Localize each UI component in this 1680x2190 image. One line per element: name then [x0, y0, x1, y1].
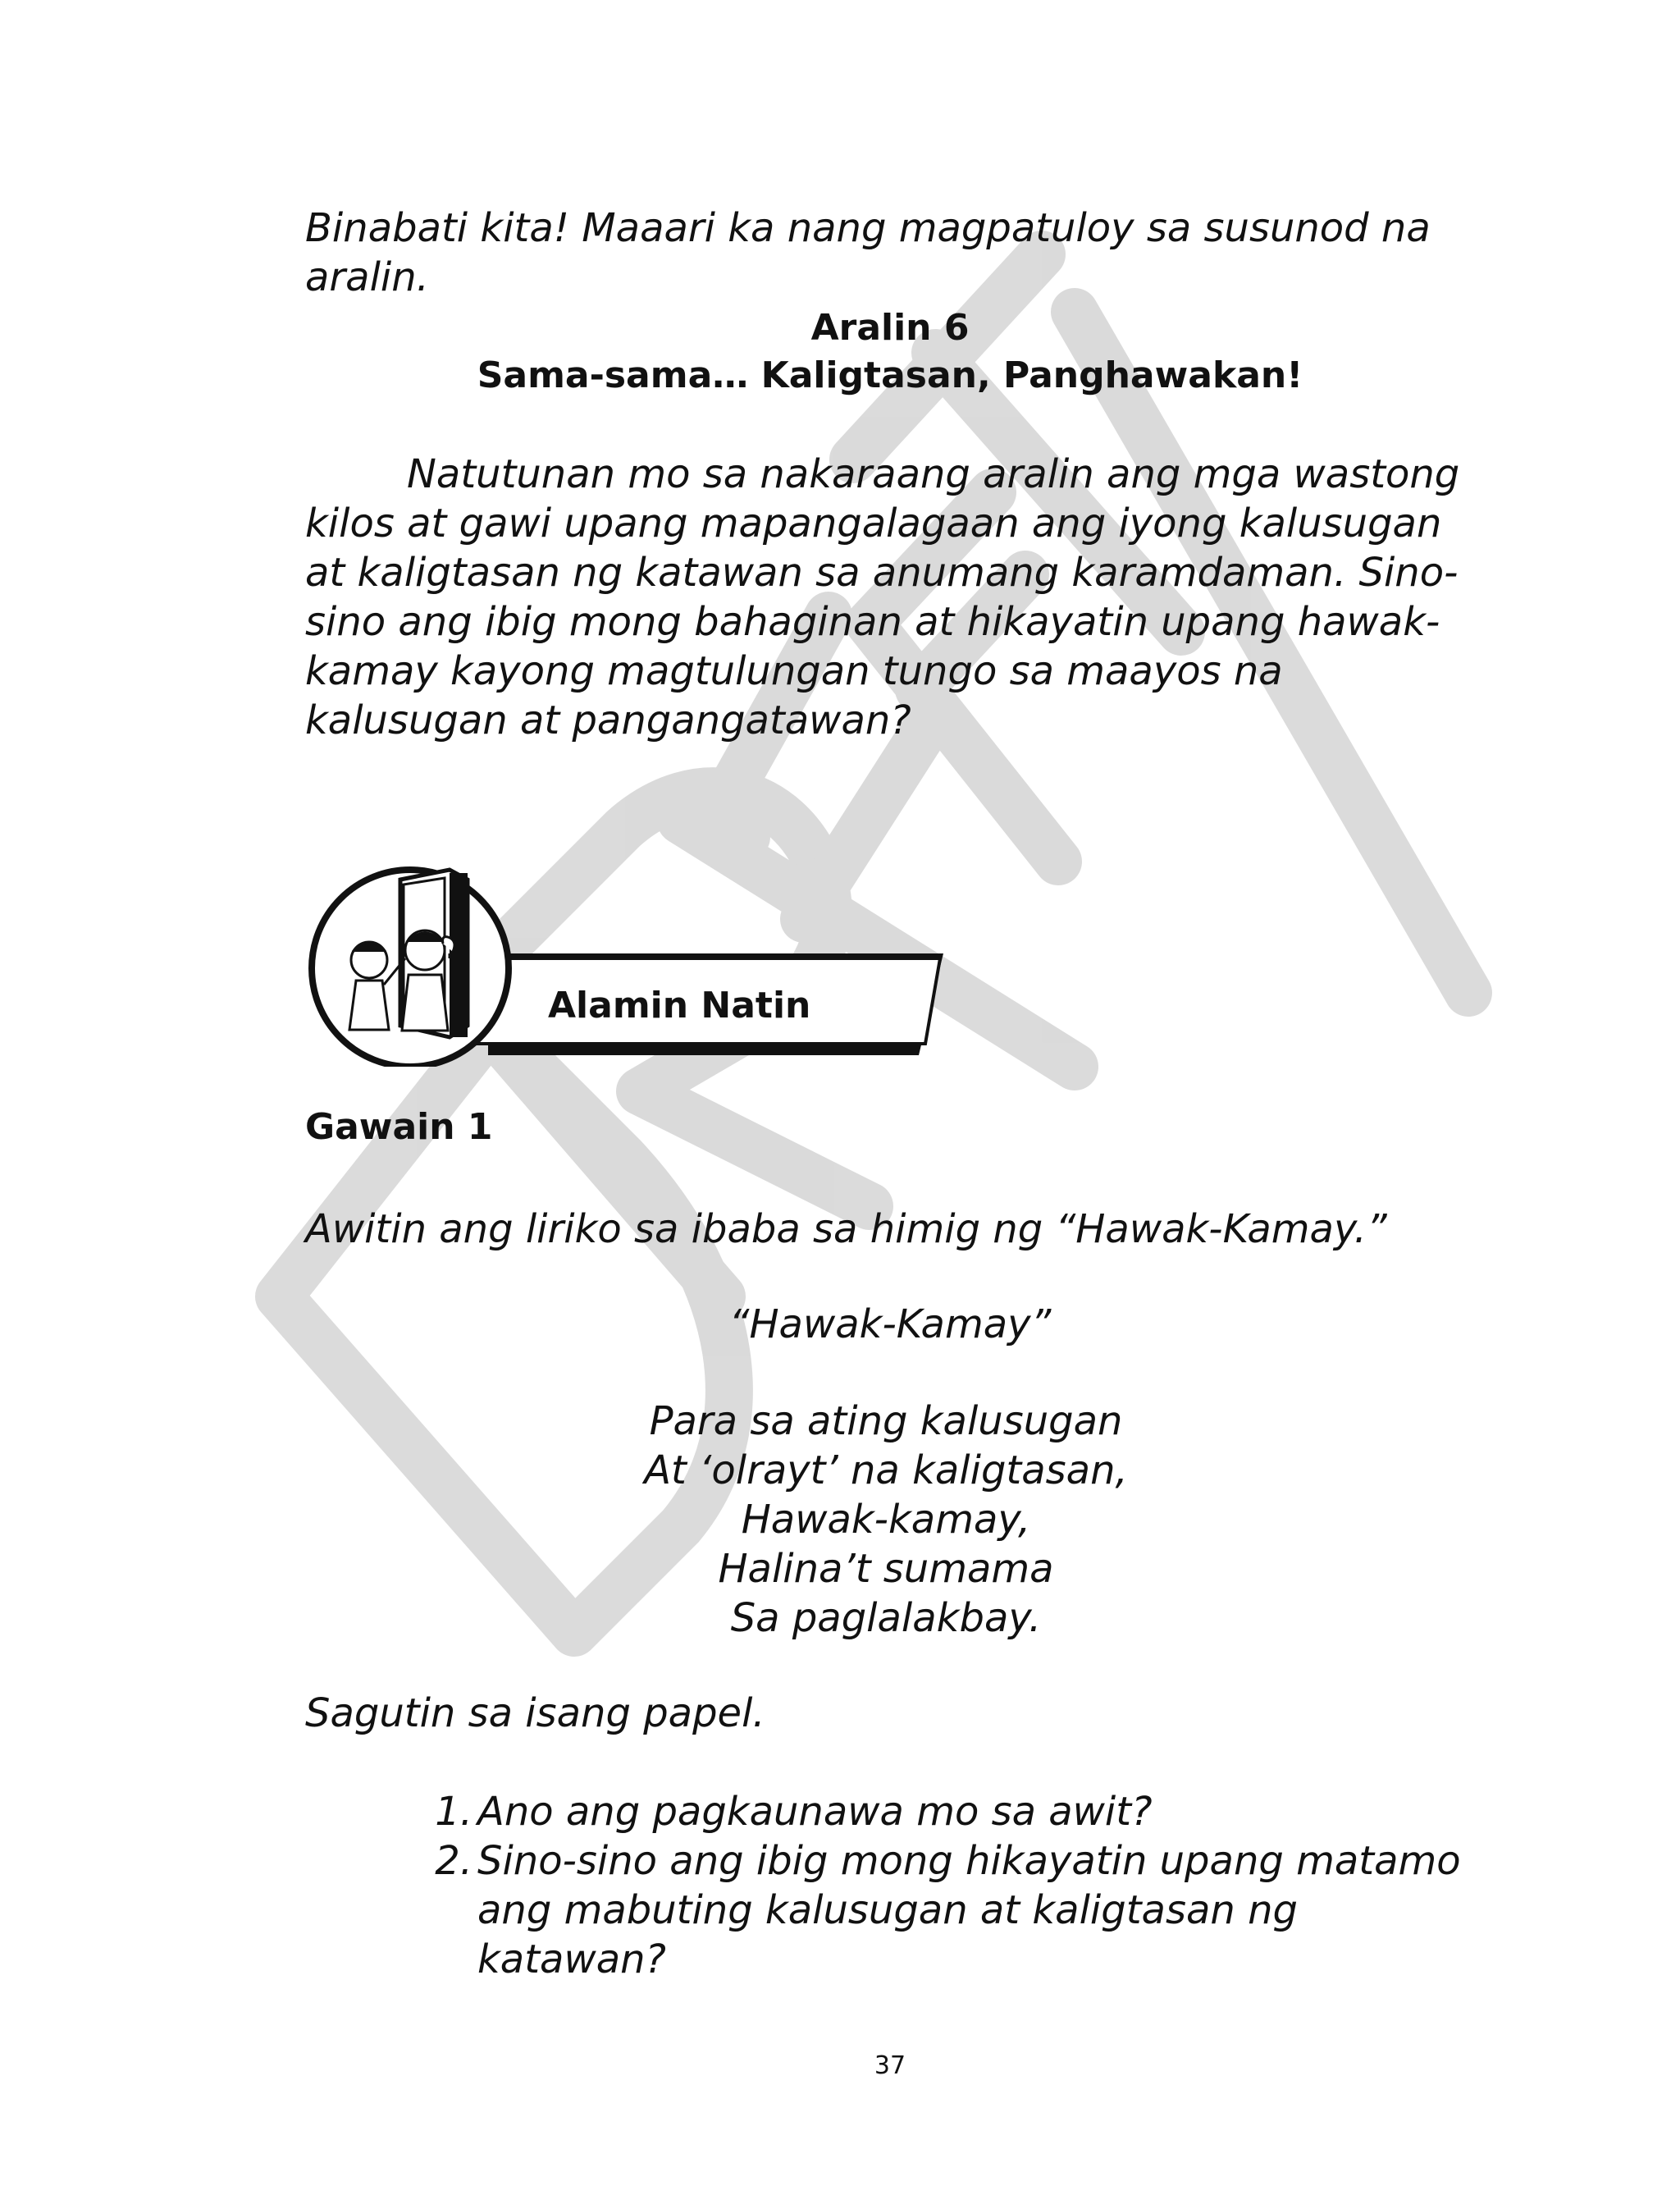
activity-instruction: Awitin ang liriko sa ibaba sa himig ng “Hawak-Kamay.”: [305, 1206, 1387, 1252]
question-item: [427, 1787, 1493, 1836]
lesson-title: Sama-sama… Kaligtasan, Panghawakan!: [477, 354, 1303, 396]
section-banner-graphic: [304, 862, 960, 1067]
question-text: Ano ang pagkaunawa mo sa awit?: [477, 1789, 1153, 1835]
question-item: [427, 1836, 1493, 1984]
congrats-text: Binabati kita! Maaari ka nang magpatuloy sa susunod na aralin.: [305, 205, 1431, 300]
lyric-line: Para sa ating kalusugan: [649, 1398, 1123, 1444]
lyric-line: Halina’t sumama: [718, 1546, 1054, 1592]
answer-instruction: Sagutin sa isang papel.: [305, 1690, 765, 1736]
lyric-line: Hawak-kamay,: [741, 1497, 1031, 1543]
lesson-number: Aralin 6: [810, 307, 970, 349]
lyric-line: At ‘olrayt’ na kaligtasan,: [644, 1447, 1128, 1493]
question-number: 2.: [435, 1838, 472, 1884]
section-label: Alamin Natin: [548, 985, 811, 1026]
song-title: “Hawak-Kamay”: [728, 1301, 1052, 1347]
intro-paragraph: Natutunan mo sa nakaraang aralin ang mga wastong kilos at gawi upang mapangalagaan ang iyong kalusugan at kaligtasan ng katawan sa anumang karamdaman. Sino-sino ang ibig mong bahaginan at hikayatin upang hawak-kamay kayong magtulungan tungo sa maayos na kalusugan at pangangatawan?: [305, 451, 1460, 743]
question-number: 1.: [435, 1789, 472, 1835]
lyric-line: Sa paglalakbay.: [730, 1595, 1042, 1641]
question-list: [427, 1787, 1493, 1984]
question-text: Sino-sino ang ibig mong hikayatin upang matamo ang mabuting kalusugan at kaligtasan ng katawan?: [477, 1838, 1461, 1982]
page-number: 37: [874, 2051, 906, 2080]
section-banner: [304, 862, 960, 1067]
song-lyrics: [574, 1397, 1198, 1643]
activity-title: Gawain 1: [305, 1106, 493, 1148]
